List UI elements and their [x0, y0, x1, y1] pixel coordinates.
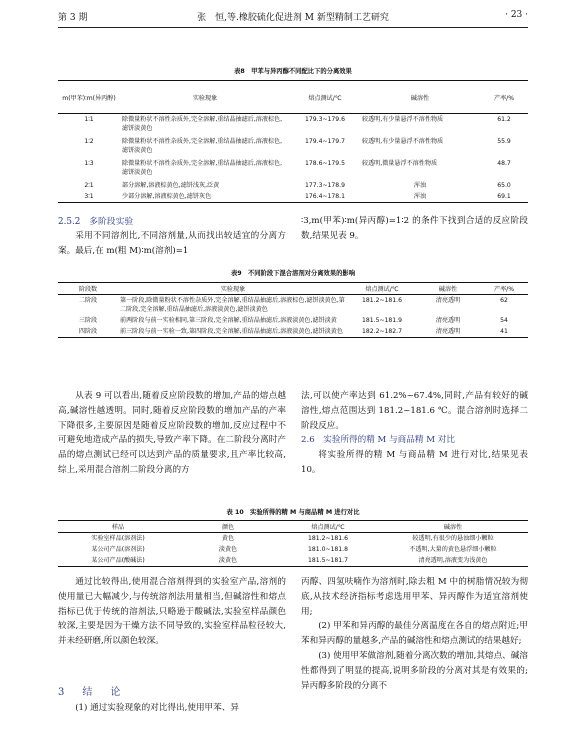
paragraph: ∶3,m(甲苯)∶m(异丙醇)=1∶2 的条件下找到合适的反应阶段数,结果见表 9。 [301, 216, 528, 241]
table-cell: 浑浊 [413, 181, 427, 189]
issue-number: 第 3 期 [58, 13, 88, 23]
table-row [58, 326, 528, 338]
table8-header-phenomenon: 实验现象 [192, 94, 218, 102]
table-cell: 浑浊 [413, 192, 427, 200]
table-cell: 前三阶段与前一实验一致,第四阶段,完全溶解,重结晶抽滤后,溶液淡黄色,滤饼淡黄色 [120, 328, 343, 335]
table-cell: 177.3~178.9 [305, 181, 345, 189]
table8-header-yield: 产率/% [493, 94, 515, 102]
table-row [58, 114, 528, 136]
table9-caption: 表9 不同阶段下混合溶剂对分离效果的影响 [230, 270, 356, 277]
table-cell: 179.4~179.7 [305, 137, 345, 145]
table10-header-color: 颜色 [221, 524, 235, 531]
right-text-block-1 [301, 214, 528, 244]
table9-header-row [58, 283, 528, 295]
table-cell: 淡黄色 [218, 546, 238, 553]
table-cell: 41 [500, 328, 508, 335]
table-row [58, 136, 528, 158]
table-cell: 部分溶解,溶液棕黄色,滤饼浅灰,泛黄 [122, 181, 220, 189]
table-row [58, 315, 528, 326]
paragraph: (2) 甲苯和异丙醇的最佳分离温度在各自的熔点附近;甲苯和异丙醇的量越多,产品的碱溶性和熔点测试的结果越好; [301, 621, 528, 647]
table-cell: 除微量粉状不溶性杂质外,完全溶解,重结晶抽滤后,溶液棕色,滤饼淡黄色 [122, 159, 283, 176]
table-row [58, 544, 528, 555]
right-text-block-2 [301, 389, 528, 478]
table-cell: 1∶2 [84, 137, 94, 145]
table-cell: 清亮透明 [435, 328, 461, 335]
table10 [58, 520, 528, 567]
running-header [58, 10, 528, 24]
table10-caption: 表 10 实验所得的精 M 与商品精 M 进行对比 [226, 509, 360, 516]
table-cell: 淡黄色 [218, 557, 238, 564]
page-number: · 23 · [505, 10, 528, 20]
table-cell: 黄色 [221, 535, 235, 542]
table-row [58, 533, 528, 545]
table10-header-alkali: 碱溶性 [443, 524, 463, 531]
table-row [58, 191, 528, 203]
paragraph: 采用不同溶剂比,不同溶剂量,从而找出较适宜的分离方案。最后,在 m(粗 M)∶m(溶剂)=1 [58, 231, 286, 256]
table-cell: 181.2~181.6 [362, 297, 402, 304]
table-row [58, 555, 528, 567]
table-cell: 2∶1 [84, 181, 94, 189]
table9-header-stages: 阶段数 [78, 286, 98, 293]
table8-header-melting: 熔点测试/℃ [308, 94, 342, 102]
table-cell: 48.7 [497, 159, 511, 167]
table-cell: 61.2 [497, 116, 511, 123]
left-text-block-3 [58, 575, 286, 649]
section-3-heading: 3 结 论 [58, 687, 125, 698]
table-cell: 除微量粉状不溶性杂质外,完全溶解,重结晶抽滤后,溶液棕色,滤饼淡黄色 [122, 116, 283, 132]
table8 [58, 80, 528, 203]
table10-header-row [58, 521, 528, 533]
table-cell: 1∶3 [84, 159, 94, 167]
left-text-block-4 [58, 701, 286, 716]
table-cell: 较透明,微量悬浮不溶性物质 [362, 159, 438, 167]
table-cell: 181.2~181.6 [308, 535, 348, 542]
table-cell: 清亮透明 [435, 297, 461, 304]
table-cell: 不透明,大量的黄色悬浮细小颗粒 [409, 546, 497, 553]
table8-caption: 表8 甲苯与异丙醇不同配比下的分离效果 [234, 68, 352, 75]
table-row [58, 295, 528, 316]
header-rule [58, 27, 528, 28]
table-cell: 除微量粉状不溶性杂质外,完全溶解,重结晶抽滤后,溶液棕色,滤饼淡黄色 [122, 137, 283, 154]
paragraph: (1) 通过实验现象的对比得出,使用甲苯、异 [75, 703, 239, 713]
table10-header-sample: 样品 [111, 524, 125, 531]
table9-header-melting: 熔点测试/℃ [365, 286, 399, 293]
table-cell: 181.0~181.8 [308, 546, 348, 553]
table-cell: 55.9 [497, 137, 511, 145]
table-row [58, 180, 528, 191]
table9 [58, 282, 528, 338]
table-cell: 清亮透明,溶液变为浅黄色 [418, 557, 488, 564]
table9-header-yield: 产率/% [493, 286, 515, 293]
paragraph: (3) 使用甲苯做溶剂,随着分离次数的增加,其熔点、碱溶性都得到了明显的提高,说明多阶段的分离对其是有效果的;异丙醇多阶段的分离不 [301, 650, 528, 691]
paragraph: 法,可以使产率达到 61.2%~67.4%,同时,产品有较好的碱溶性,熔点范围达到 181.2~181.6 ℃。混合溶剂时选择二阶段反应。 [301, 391, 528, 431]
table-cell: 少部分溶解,溶液棕黄色,滤饼灰色 [122, 192, 212, 200]
table-cell: 三阶段 [78, 317, 98, 324]
table-cell: 65.0 [497, 181, 511, 189]
table-cell: 178.6~179.5 [305, 159, 345, 167]
table-cell: 前两阶段与前一实验相同,第三阶段,完全溶解,重结晶抽滤后,溶液淡黄色,滤饼淡黄 [120, 317, 337, 324]
paragraph: 通过比较得出,使用混合溶剂得到的实验室产品,溶剂的使用量已大幅减少,与传统溶剂法用量相当,但碱溶性和熔点指标已优于传统的溶剂法,只略逊于酸碱法,实验室样品颜色较深,主要是因为干燥方法不同导致的,实验室样品粒径较大,并未经研磨,所以颜色较深。 [58, 577, 286, 647]
table-cell: 54 [500, 317, 508, 324]
table-cell: 179.3~179.6 [305, 116, 345, 123]
section-2-6-heading: 2.6 实验所得的精 M 与商品精 M 对比 [301, 435, 455, 446]
table9-header-phenomenon: 实验现象 [220, 286, 246, 293]
table-cell: 某公司产品(酸碱法) [91, 557, 145, 564]
table-cell: 实验室样品(溶剂法) [91, 535, 145, 542]
left-text-block-2 [58, 389, 286, 478]
table-cell: 较透明,有少量悬浮不溶性物质 [362, 116, 444, 123]
section-2-5-2-heading: 2.5.2 多阶段实验 [58, 217, 134, 227]
left-text-block-1 [58, 229, 286, 259]
table-cell: 182.2~182.7 [362, 328, 402, 335]
table9-header-alkali: 碱溶性 [438, 286, 458, 293]
table8-header-ratio: m(甲苯)∶m(异丙醇) [62, 94, 116, 102]
table-cell: 3∶1 [84, 192, 94, 200]
table-cell: 62 [500, 297, 508, 304]
table-cell: 181.5~181.7 [308, 557, 348, 564]
paragraph: 丙醇、四氢呋喃作为溶剂时,除去粗 M 中的树脂情况较为彻底,从技术经济指标考虑选用甲苯、异丙醇作为适宜溶剂使用; [301, 577, 528, 617]
table-row [58, 158, 528, 180]
table8-header-row [58, 81, 528, 114]
table-cell: 1∶1 [84, 116, 94, 123]
table-cell: 较透明,有少量悬浮不溶性物质 [362, 137, 444, 145]
table-cell: 较透明,有很少的悬浊细小颗粒 [412, 535, 494, 542]
table-cell: 二阶段 [78, 297, 98, 304]
table8-header-alkali: 碱溶性 [410, 94, 430, 102]
table-cell: 第一阶段,除微量粉状不溶性杂质外,完全溶解,重结晶抽滤后,溶液棕色,滤饼淡黄色,第二阶段,完全溶解,重结晶抽滤后,溶液淡黄色,滤饼淡黄色 [120, 297, 345, 313]
paragraph: 将实验所得的精 M 与商品精 M 进行对比,结果见表 10。 [301, 450, 528, 475]
table-cell: 69.1 [497, 192, 511, 200]
table-cell: 四阶段 [78, 328, 98, 335]
table-cell: 某公司产品(溶剂法) [91, 546, 145, 553]
running-title: 张 恒,等.橡胶硫化促进剂 M 新型精制工艺研究 [197, 13, 389, 23]
table-cell: 181.5~181.9 [362, 317, 402, 324]
table-cell: 清亮透明 [435, 317, 461, 324]
table10-header-melting: 熔点测试/℃ [311, 524, 345, 531]
right-text-block-3 [301, 575, 528, 693]
table-cell: 176.4~178.1 [305, 192, 345, 200]
paragraph: 从表 9 可以看出,随着反应阶段数的增加,产品的熔点越高,碱溶性越透明。同时,随着反应阶段数的增加产品的产率下降很多,主要原因是随着反应阶段数的增加,反应过程中不可避免地造成产品的损失,导致产率下降。在二阶段分离时产品的熔点测试已经可以达到产品的质量要求,且产率比较高,综上,采用混合溶剂二阶段分离的方 [58, 391, 286, 475]
